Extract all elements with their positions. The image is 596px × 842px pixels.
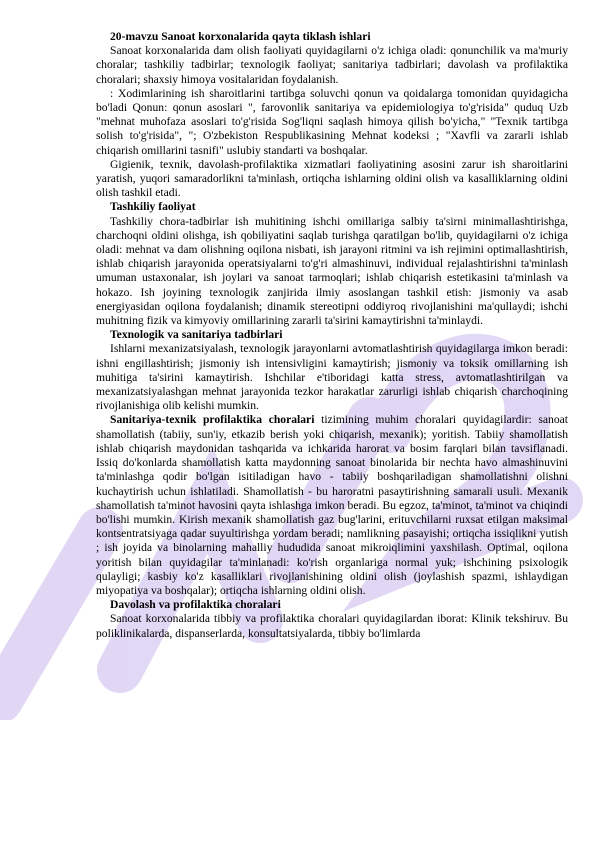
paragraph: Sanoat korxonalarida dam olish faoliyati quyidagilarni o'z ichiga oladi: qonunchilik va ma'muriy choralar; tashkiliy tadbirlar; texnologik faoliyat; sanitariya tadbirlari; davolash va profilaktika choralari; shaxsiy himoya vositalaridan foydalanish.	[96, 44, 568, 86]
section-lead-sanitary: Sanitariya-texnik profilaktika choralari	[110, 413, 315, 427]
paragraph: Tashkiliy chora-tadbirlar ish muhitining ishchi omillariga salbiy ta'sirni minimallashtirishga, charchoqni oldini olishga, ish qobiliyatini saqlab turishga qaratilgan bo'lib, quyidagilarni o'z ichiga oladi: mehnat va dam olishning oqilona nisbati, ish jarayoni ritmini va ish rejimini optimallashtirish, ishlab chiqarish jarayonida operatsiyalarni to'g'ri almashinuvi, individual rejalashtirishni ta'minlash umuman ustaxonalar, ish joylari va sanoat tarmoqlari; ishlab chiqarish estetikasini ta'minlash va hokazo. Ish joyining texnologik zanjirida ilmiy asoslangan tashkil etish: jismoniy va asab energiyasidan oqilona foydalanish; dinamik stereotipni oddiyroq rivojlanishini ma'qullaydi; ishchi muhitning fizik va kimyoviy omillarining zararli ta'sirini kamaytirishni ta'minlaydi.	[96, 214, 568, 328]
paragraph: Ishlarni mexanizatsiyalash, texnologik jarayonlarni avtomatlashtirish quyidagilarga imkon beradi: ishni engillashtirish; jismoniy ish intensivligini kamaytirish; jismoniy va toksik omillarning ish muhitiga ta'sirini kamaytirish. Ishchilar e'tiboridagi katta stress, avtomatlashtirilgan va mexanizatsiyalashgan mehnat jarayonida tezkor harakatlar zarurligi ishlab chiqarish charchoqining rivojlanishiga olib kelishi mumkin.	[96, 342, 568, 413]
section-heading-treatment: Davolash va profilaktika choralari	[110, 598, 281, 612]
document-title: 20-mavzu Sanoat korxonalarida qayta tiklash ishlari	[110, 30, 371, 43]
paragraph-text: tizimining muhim choralari quyidagilardir: sanoat shamollatish (tabiiy, sun'iy, etkazib berish yoki chiqarish, mexanik); yoritish. Tabiiy shamollatish ishlab chiqarish maydonidan tashqarida va ichkarida harorat va bosim farqlari bilan tavsiflanadi. Issiq do'konlarda shamollatish katta maydonning sanoat binolarida bir nechta havo almashinuvini ta'minlashga qodir bo'lgan isitiladigan havo - tabiiy boshqariladigan shamollatishni olishni kuchaytirish uchun ishlatiladi. Shamollatish - bu haroratni pasaytirishning samarali usuli. Mexanik shamollatish ta'minot havosini qayta ishlashga imkon beradi. Bu egzoz, ta'minot, ta'minot va chiqindi bo'lishi mumkin. Kirish mexanik shamollatish gaz bug'larini, erituvchilarni ruxsat etilgan maksimal kontsentratsiyaga qadar suyultirishga yordam beradi; namlikning pasayishi; ortiqcha issiqlikni yutish ; ish joyida va binolarning mahalliy hududida sanoat mikroiqlimini yaxshilash. Optimal, oqilona yoritish bilan quyidagilar ta'minlanadi: ko'rish organlariga normal yuk; ishchining psixologik qulayligi; kasbiy ko'z kasalliklari rivojlanishining oldini olish (joylashish spazmi, ishlaydigan miyopatiya va boshqalar); ortiqcha ishlarning oldini olish.	[96, 413, 569, 597]
paragraph-sanitary	[96, 413, 568, 598]
paragraph: Sanoat korxonalarida tibbiy va profilaktika choralari quyidagilardan iborat: Klinik tekshiruv. Bu poliklinikalarda, dispanserlarda, konsultatsiyalarda, tibbiy bo'limlarda	[96, 612, 568, 640]
paragraph: : Xodimlarining ish sharoitlarini tartibga soluvchi qonun va qoidalarga tomonidan quyidagicha bo'ladi Qonun: qonun asoslari ", farovonlik sanitariya va epidemiologiya to'g'risida" quduq Uzb "mehnat muhofaza asoslari to'g'risida Sog'liqni saqlash himoya qilish bo'yicha," "Texnik tartibga solish to'g'risida", "; O'zbekiston Respublikasining Mehnat kodeksi ; "Xavfli va zararli ishlab chiqarish omillarini tasnifi" uslubiy standarti va boshqalar.	[96, 86, 568, 157]
section-heading-organizational: Tashkiliy faoliyat	[110, 200, 196, 214]
section-heading-technological: Texnologik va sanitariya tadbirlari	[110, 328, 283, 342]
document-page	[96, 30, 568, 641]
paragraph: Gigienik, texnik, davolash-profilaktika xizmatlari faoliyatining asosini zarur ish sharoitlarini yaratish, yuqori samaradorlikni ta'minlash, ortiqcha ishlarning oldini olish va kasalliklarning oldini olish tashkil etadi.	[96, 157, 568, 200]
